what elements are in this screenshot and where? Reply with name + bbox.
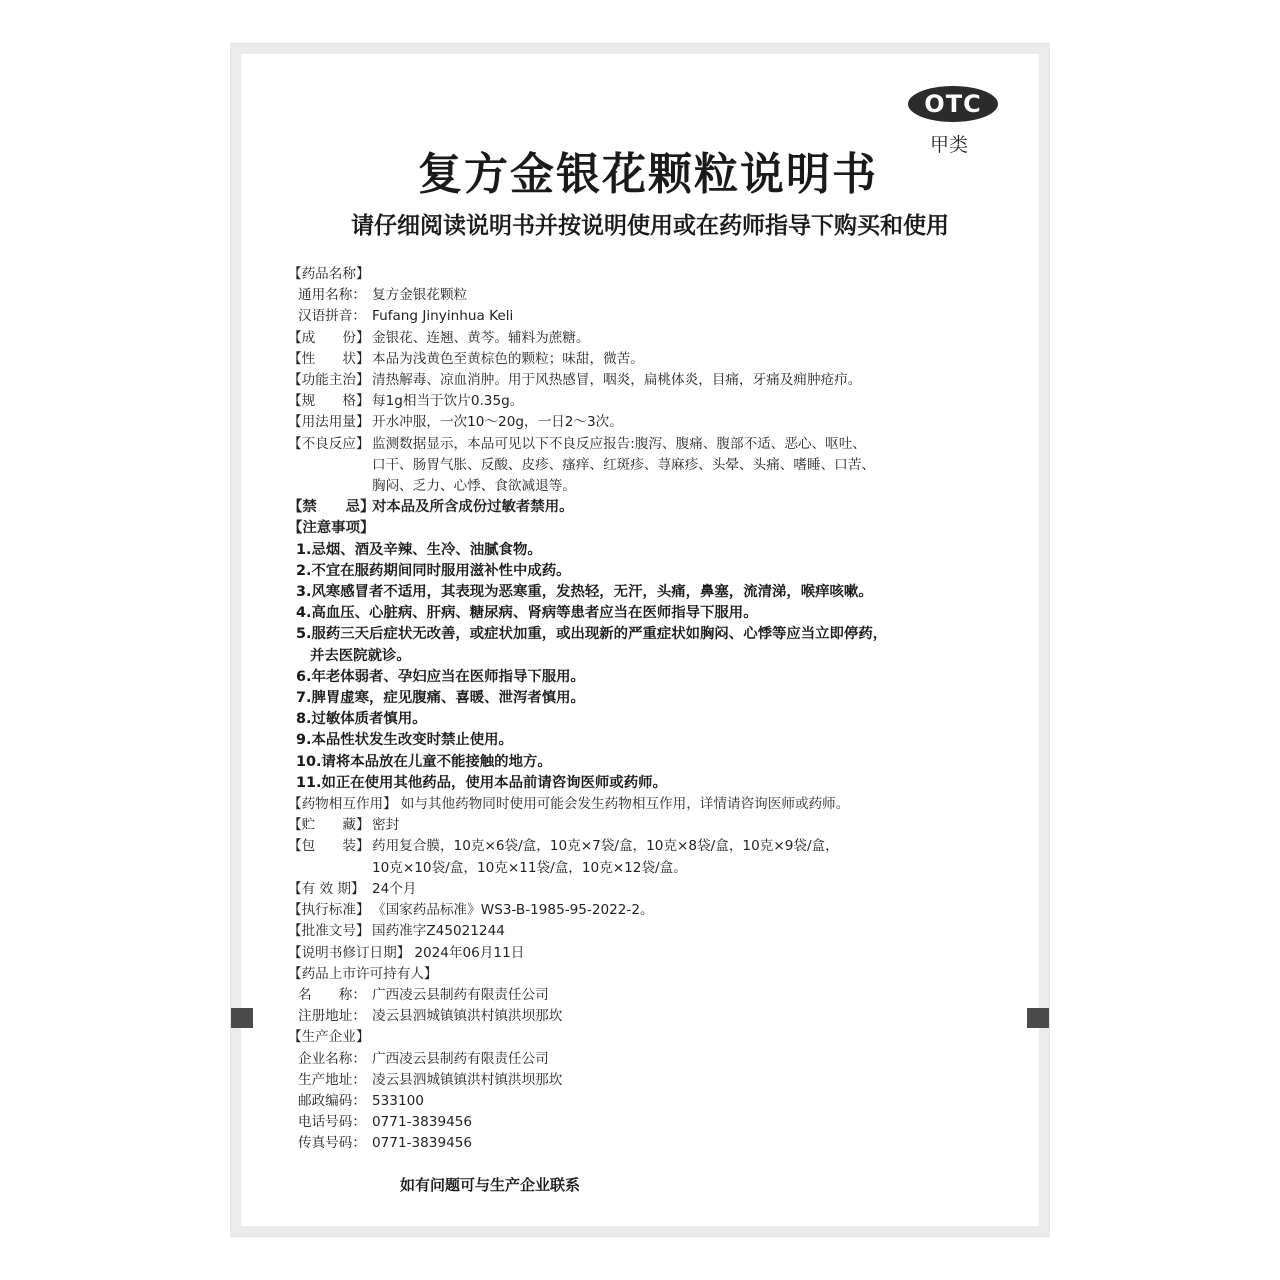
contraindications-row: 【禁 忌】 对本品及所含成份过敏者禁用。 bbox=[288, 499, 574, 516]
precaution-item: 1.忌烟、酒及辛辣、生冷、油腻食物。 bbox=[296, 541, 542, 558]
precaution-item: 2.不宜在服药期间同时服用滋补性中成药。 bbox=[296, 562, 571, 579]
precaution-item: 5.服药三天后症状无改善，或症状加重，或出现新的严重症状如胸闷、心悸等应当立即停药， bbox=[296, 626, 888, 643]
document-title: 复方金银花颗粒说明书 bbox=[418, 149, 878, 200]
pinyin-row: 汉语拼音： Fufang Jinyinhua Keli bbox=[298, 308, 514, 325]
leaflet-body bbox=[288, 264, 978, 1155]
manufacturer-name-row: 企业名称： 广西凌云县制药有限责任公司 bbox=[298, 1050, 549, 1067]
holder-heading: 【药品上市许可持有人】 bbox=[288, 965, 438, 982]
fax-row: 传真号码： 0771-3839456 bbox=[298, 1135, 473, 1152]
indications-row: 【功能主治】 清热解毒、凉血消肿。用于风热感冒，咽炎，扁桃体炎，目痛，牙痛及痈肿疮疖。 bbox=[288, 372, 862, 389]
validity-row: 【有 效 期】 24个月 bbox=[288, 880, 417, 897]
precautions-heading: 【注意事项】 bbox=[288, 520, 375, 537]
spec-row: 【规 格】 每1g相当于饮片0.35g。 bbox=[288, 393, 524, 410]
holder-name-row: 名 称： 广西凌云县制药有限责任公司 bbox=[298, 986, 549, 1003]
standard-row: 【执行标准】 《国家药品标准》WS3-B-1985-95-2022-2。 bbox=[288, 902, 654, 919]
phone-row: 电话号码： 0771-3839456 bbox=[298, 1114, 473, 1131]
adverse-row: 【不良反应】 监测数据显示，本品可见以下不良反应报告:腹泻、腹痛、腹部不适、恶心、呕吐、 bbox=[288, 435, 866, 452]
registration-mark-left bbox=[231, 1008, 253, 1028]
manufacturer-heading: 【生产企业】 bbox=[288, 1029, 370, 1046]
precaution-item: 4.高血压、心脏病、肝病、糖尿病、肾病等患者应当在医师指导下服用。 bbox=[296, 605, 758, 622]
approval-row: 【批准文号】 国药准字Z45021244 bbox=[288, 923, 505, 940]
generic-name-row: 通用名称： 复方金银花颗粒 bbox=[298, 287, 468, 304]
otc-class-label: 甲类 bbox=[930, 134, 969, 156]
contact-footer: 如有问题可与生产企业联系 bbox=[400, 1176, 581, 1194]
revision-date-row: 【说明书修订日期】 2024年06月11日 bbox=[288, 944, 525, 961]
precaution-item: 3.风寒感冒者不适用，其表现为恶寒重，发热轻，无汗，头痛，鼻塞，流清涕，喉痒咳嗽。 bbox=[296, 584, 873, 601]
registration-mark-right bbox=[1027, 1008, 1049, 1028]
precaution-item-continued: 并去医院就诊。 bbox=[310, 647, 411, 664]
holder-address-row: 注册地址： 凌云县泗城镇镇洪村镇洪坝那坎 bbox=[298, 1008, 563, 1025]
precaution-item: 6.年老体弱者、孕妇应当在医师指导下服用。 bbox=[296, 668, 585, 685]
precaution-item: 10.请将本品放在儿童不能接触的地方。 bbox=[296, 753, 552, 770]
name-section-heading: 【药品名称】 bbox=[288, 266, 370, 282]
package-row: 【包 装】 药用复合膜，10克×6袋/盒，10克×7袋/盒，10克×8袋/盒，10克×9袋/盒， bbox=[288, 838, 839, 855]
dosage-row: 【用法用量】 开水冲服，一次10～20g，一日2～3次。 bbox=[288, 414, 623, 431]
adverse-row-2: 口干、肠胃气胀、反酸、皮疹、瘙痒、红斑疹、荨麻疹、头晕、头痛、嗜睡、口苦、 bbox=[372, 456, 875, 473]
composition-row: 【成 份】 金银花、连翘、黄芩。辅料为蔗糖。 bbox=[288, 329, 590, 346]
precaution-item: 11.如正在使用其他药品，使用本品前请咨询医师或药师。 bbox=[296, 774, 667, 791]
interaction-row: 【药物相互作用】 如与其他药物同时使用可能会发生药物相互作用，详情请咨询医师或药师。 bbox=[288, 796, 850, 813]
precaution-item: 8.过敏体质者慎用。 bbox=[296, 711, 427, 728]
manufacturer-address-row: 生产地址： 凌云县泗城镇镇洪村镇洪坝那坎 bbox=[298, 1071, 563, 1088]
appearance-row: 【性 状】 本品为浅黄色至黄棕色的颗粒；味甜，微苦。 bbox=[288, 350, 644, 367]
precaution-item: 7.脾胃虚寒，症见腹痛、喜暖、泄泻者慎用。 bbox=[296, 690, 585, 707]
precaution-item: 9.本品性状发生改变时禁止使用。 bbox=[296, 732, 513, 749]
storage-row: 【贮 藏】 密封 bbox=[288, 817, 400, 834]
package-row-2: 10克×10袋/盒，10克×11袋/盒，10克×12袋/盒。 bbox=[372, 859, 687, 876]
otc-badge: OTC bbox=[908, 86, 998, 122]
postal-code-row: 邮政编码： 533100 bbox=[298, 1092, 424, 1109]
document-subtitle: 请仔细阅读说明书并按说明使用或在药师指导下购买和使用 bbox=[351, 213, 949, 239]
adverse-row-3: 胸闷、乏力、心悸、食欲减退等。 bbox=[372, 478, 576, 495]
